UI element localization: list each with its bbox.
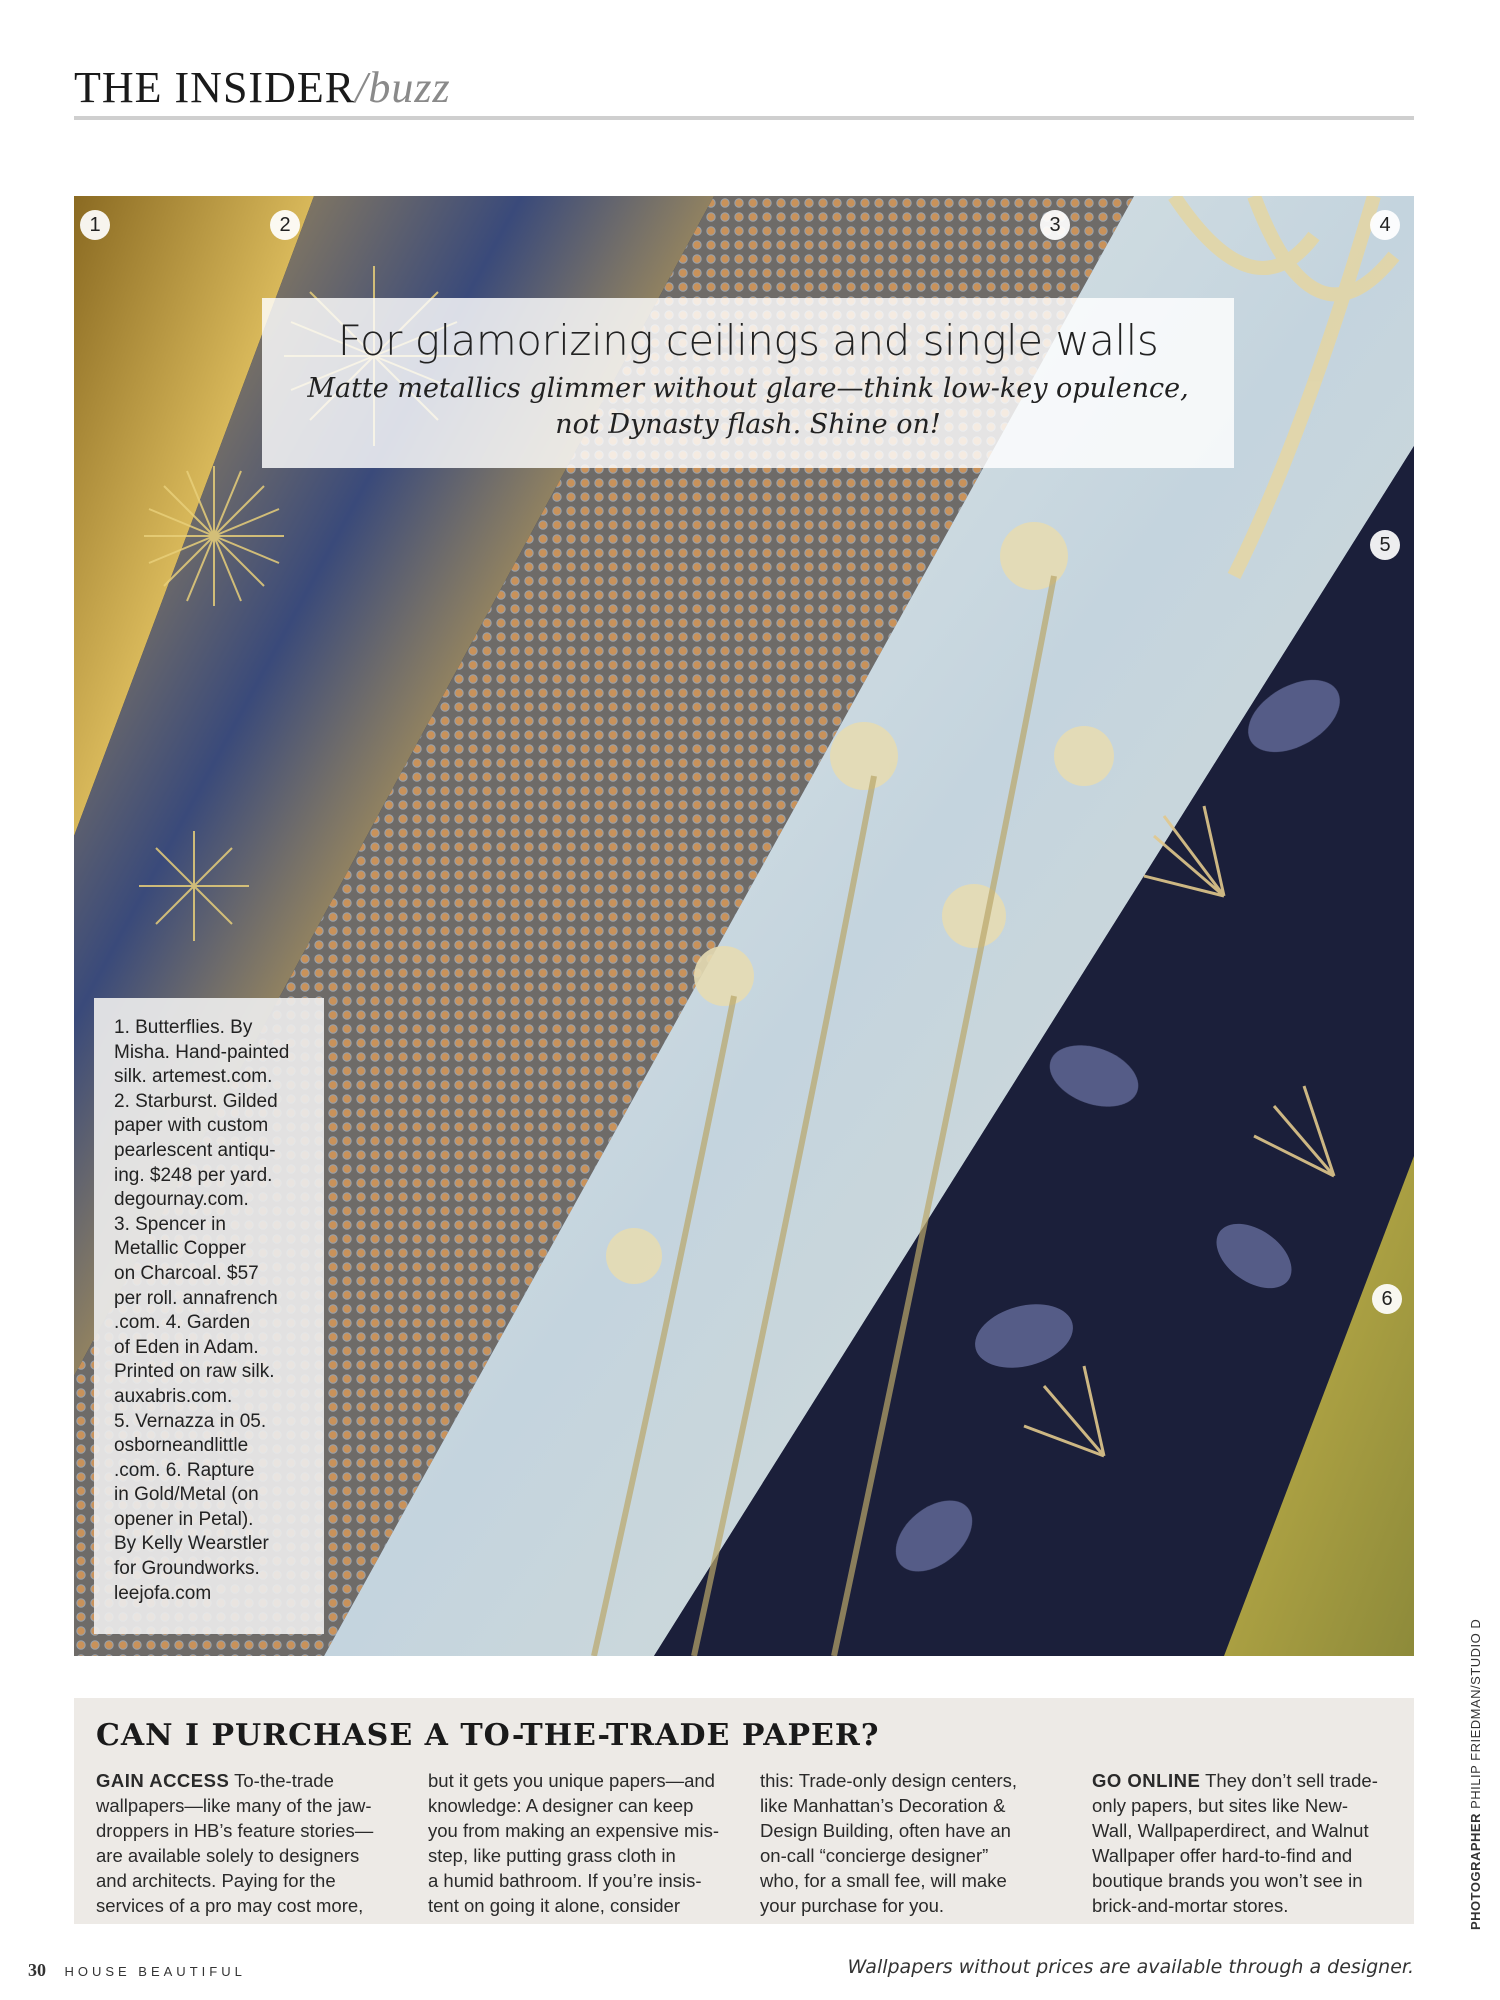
subsection-name: buzz <box>368 63 451 112</box>
swatch-number-badge: 1 <box>80 210 110 240</box>
photo-credit <box>1468 1619 1483 1930</box>
product-credits: 1. Butterflies. By Misha. Hand-painted silk. artemest.com. 2. Starburst. Gilded paper with custom pearlescent antiqu- ing. $248 per yard. degournay.com. 3. Spencer in Metallic Copper on Charcoal. $57 per roll. annafrench .com. 4. Garden of Eden in Adam. Printed on raw silk. auxabris.com. 5. Vernazza in 05. osborneandlittle .com. 6. Rapture in Gold/Metal (on opener in Petal). By Kelly Wearstler for Groundworks. leejofa.com <box>114 1017 290 1604</box>
product-credits-panel <box>94 998 324 1634</box>
trade-text: this: Trade-only design centers, like Manhattan’s Decoration & Design Building, often have an on-call “concierge designer” who, for a small fee, will make your purchase for you. <box>760 1770 1018 1916</box>
header-rule <box>74 116 1414 120</box>
trade-title: CAN I PURCHASE A TO-THE-TRADE PAPER? <box>96 1718 880 1753</box>
lead-in: GAIN ACCESS <box>96 1770 230 1791</box>
trade-text: They don’t sell trade- only papers, but sites like New- Wall, Wallpaperdirect, and Walnut Wallpaper offer hard-to-find and boutique brands you won’t see in brick-and-mortar stores. <box>1092 1770 1378 1916</box>
trade-column-4 <box>1092 1768 1398 1918</box>
photo-credit-name: PHILIP FRIEDMAN/STUDIO D <box>1468 1618 1483 1813</box>
section-header <box>74 62 451 113</box>
trade-text: but it gets you unique papers—and knowledge: A designer can keep you from making an expensive mis- step, like putting grass cloth in a humid bathroom. If you’re insis- tent on going it alone, consider <box>428 1770 719 1916</box>
section-slash: / <box>355 63 369 112</box>
photo-credit-label: PHOTOGRAPHER <box>1468 1813 1483 1930</box>
footer-note: Wallpapers without prices are available through a designer. <box>847 1956 1414 1978</box>
trade-text: To-the-trade wallpapers—like many of the jaw- droppers in HB’s feature stories— are available solely to designers and architects. Paying for the services of a pro may cost more, <box>96 1770 374 1916</box>
swatch-number-badge: 2 <box>270 210 300 240</box>
deck: Matte metallics glimmer without glare—think low-key opulence, not Dynasty flash. Shine on! <box>307 373 1189 440</box>
trade-sidebar <box>74 1698 1414 1924</box>
folio <box>28 1960 246 1981</box>
swatch-number-badge: 4 <box>1370 210 1400 240</box>
swatch-number-badge: 3 <box>1040 210 1070 240</box>
wallpaper-photo <box>74 196 1414 1656</box>
page-number: 30 <box>28 1960 46 1980</box>
headline-panel <box>262 298 1234 468</box>
trade-column-3 <box>760 1768 1066 1918</box>
swatch-number-badge: 6 <box>1372 1284 1402 1314</box>
trade-column-2 <box>428 1768 734 1918</box>
section-name: THE INSIDER <box>74 63 356 112</box>
headline: For glamorizing ceilings and single walls <box>337 316 1159 365</box>
lead-in: GO ONLINE <box>1092 1770 1201 1791</box>
magazine-name: HOUSE BEAUTIFUL <box>64 1964 246 1979</box>
swatch-number-badge: 5 <box>1370 530 1400 560</box>
trade-column-1 <box>96 1768 402 1918</box>
